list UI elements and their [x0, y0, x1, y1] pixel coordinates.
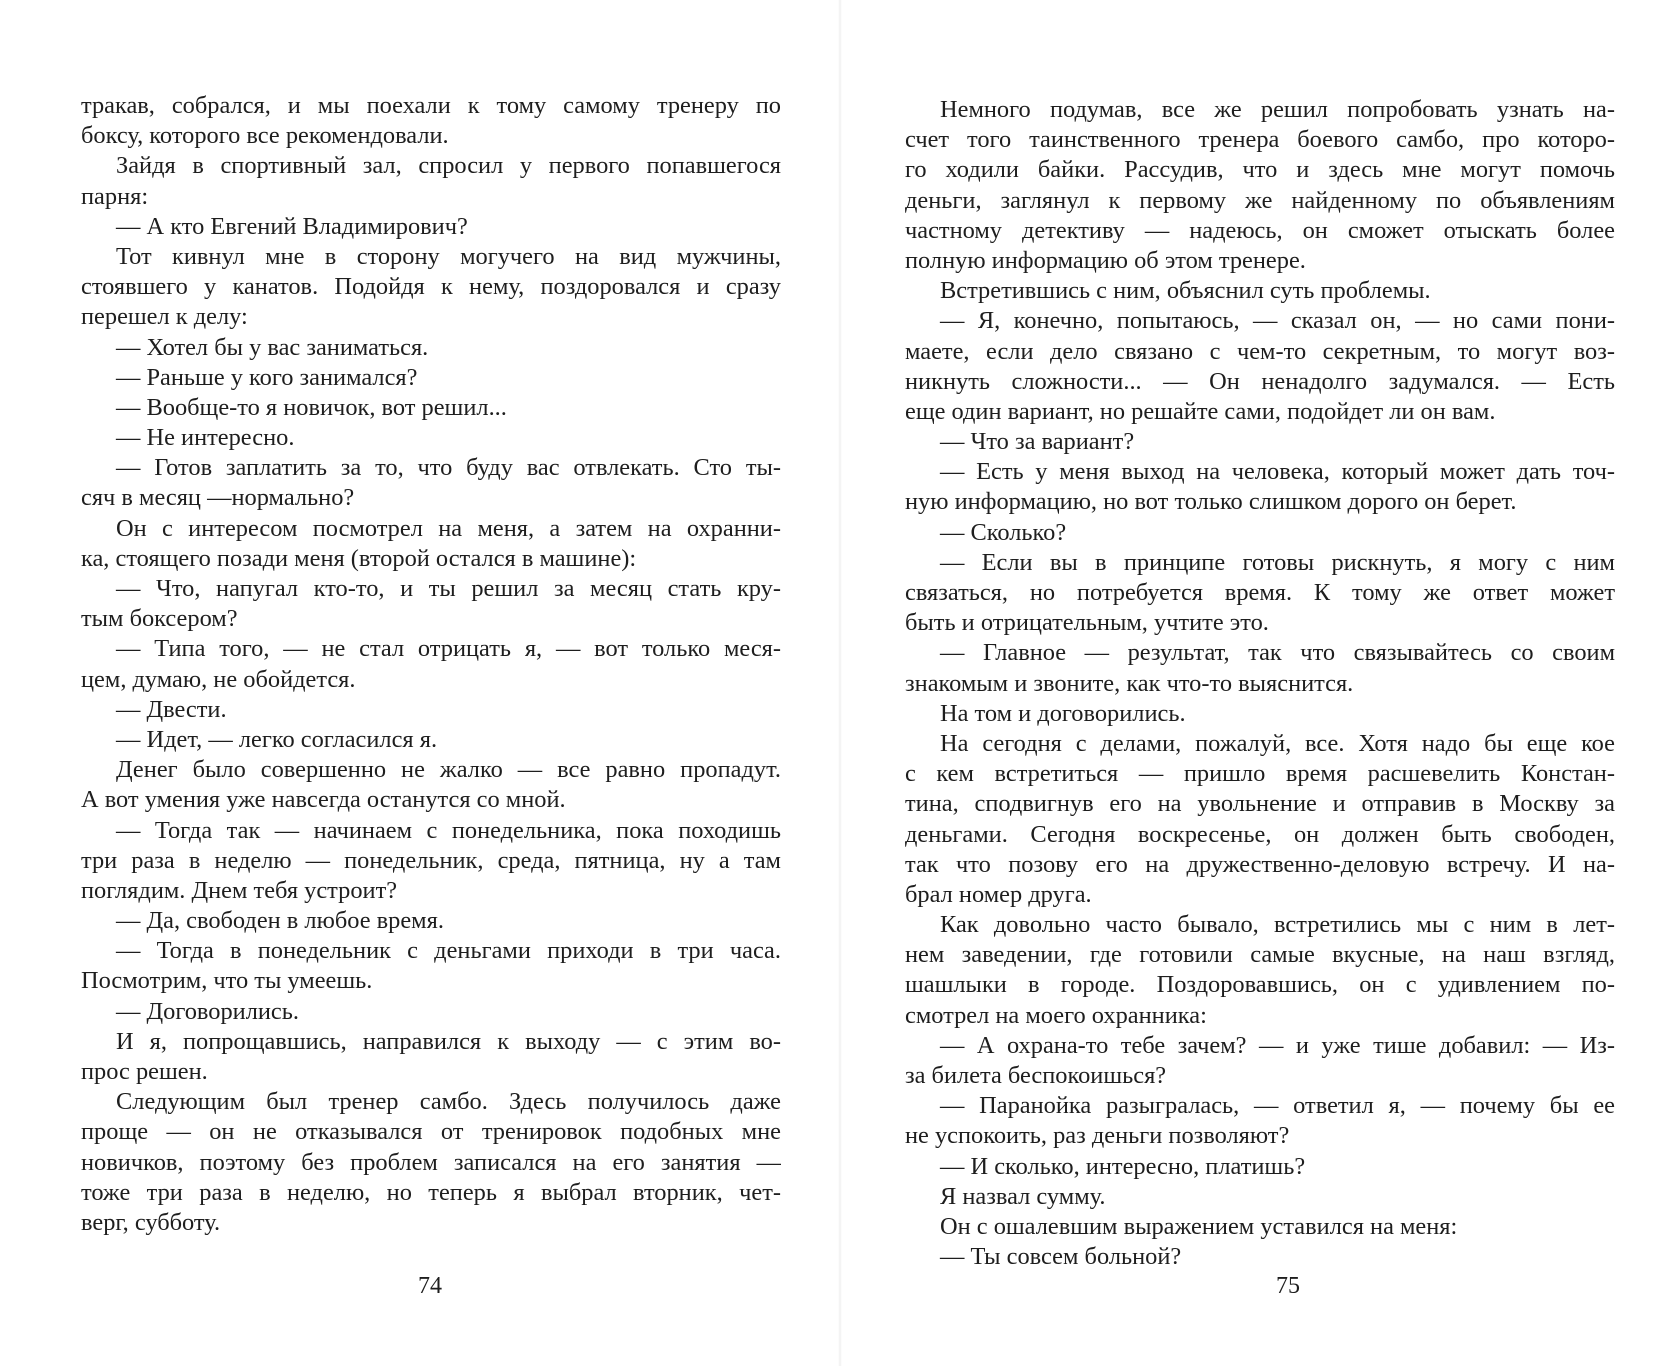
text-line: — Двести. — [116, 695, 227, 723]
text-line: тина, сподвигнув его на увольнение и отправив в Москву за — [905, 790, 1615, 818]
text-line: Зайдя в спортивный зал, спросил у первого попавшегося — [116, 152, 781, 180]
text-line: Следующим был тренер самбо. Здесь получилось даже — [116, 1088, 781, 1116]
text-line: полную информацию об этом тренере. — [905, 246, 1306, 274]
text-line: — Что за вариант? — [940, 428, 1135, 456]
text-line: верг, субботу. — [81, 1208, 221, 1236]
text-line: — Хотел бы у вас заниматься. — [116, 333, 429, 361]
text-line: Тот кивнул мне в сторону могучего на вид мужчины, — [116, 242, 781, 270]
text-line: — А кто Евгений Владимирович? — [116, 212, 468, 240]
text-line: не успокоить, раз деньги позволяют? — [905, 1122, 1290, 1150]
text-line: А вот умения уже навсегда останутся со мной. — [81, 786, 566, 814]
text-line: перешел к делу: — [81, 303, 248, 331]
text-line: — Договорились. — [116, 997, 299, 1025]
text-line: — А охрана-то тебе зачем? — и уже тише добавил: — Из- — [940, 1031, 1615, 1059]
text-line: — Не интересно. — [116, 424, 295, 452]
text-line: тым боксером? — [81, 605, 238, 633]
left-page-number: 74 — [418, 1273, 442, 1299]
text-line: — Раньше у кого занимался? — [116, 363, 418, 391]
text-line: шашлыки в городе. Поздоровавшись, он с удивлением по- — [905, 971, 1615, 999]
text-line: тоже три раза в неделю, но теперь я выбрал вторник, чет- — [81, 1178, 781, 1206]
text-line: Он с интересом посмотрел на меня, а затем на охранни- — [116, 514, 781, 542]
text-line: три раза в неделю — понедельник, среда, пятница, ну а там — [81, 846, 781, 874]
text-line: — Вообще-то я новичок, вот решил... — [116, 393, 507, 421]
text-line: стоявшего у канатов. Подойдя к нему, поздоровался и сразу — [81, 273, 781, 301]
text-line: новичков, поэтому без проблем записался на его занятия — — [81, 1148, 781, 1176]
text-line: — Я, конечно, попытаюсь, — сказал он, — но сами пони- — [940, 307, 1615, 335]
text-line: Денег было совершенно не жалко — все равно пропадут. — [116, 756, 781, 784]
text-line: На том и договорились. — [940, 699, 1186, 727]
text-line: прос решен. — [81, 1058, 208, 1085]
text-line: проще — он не отказывался от тренировок подобных мне — [81, 1118, 781, 1146]
left-page-text — [81, 91, 781, 1238]
text-line: — Есть у меня выход на человека, который может дать точ- — [940, 458, 1615, 486]
text-line: — Если вы в принципе готовы рискнуть, я могу с ним — [940, 548, 1615, 576]
text-line: связаться, но потребуется время. К тому же ответ может — [905, 579, 1615, 606]
text-line: смотрел на моего охранника: — [905, 1001, 1207, 1029]
text-line: — Тогда так — начинаем с понедельника, пока походишь — [116, 816, 781, 844]
text-line: Посмотрим, что ты умеешь. — [81, 967, 373, 995]
right-page-number: 75 — [1276, 1273, 1300, 1299]
text-line: ную информацию, но вот только слишком дорого он берет. — [905, 488, 1517, 516]
text-line: цем, думаю, не обойдется. — [81, 665, 356, 693]
text-line: маете, если дело связано с чем-то секретным, то могут воз- — [905, 337, 1615, 365]
text-line: ка, стоящего позади меня (второй остался в машине): — [81, 544, 637, 572]
text-line: поглядим. Днем тебя устроит? — [81, 876, 398, 904]
text-line: — Паранойка разыгралась, — ответил я, — почему бы ее — [940, 1092, 1615, 1120]
text-line: брал номер друга. — [905, 880, 1092, 908]
text-line: счет того таинственного тренера боевого самбо, про которо- — [905, 126, 1615, 154]
text-line: — Тогда в понедельник с деньгами приходи в три часа. — [116, 937, 781, 965]
text-line: — Что, напугал кто-то, и ты решил за месяц стать кру- — [116, 575, 781, 602]
text-line: Немного подумав, все же решил попробовать узнать на- — [940, 96, 1615, 123]
text-line: — Ты совсем больной? — [940, 1243, 1182, 1271]
text-line: Встретившись с ним, объяснил суть проблемы. — [940, 277, 1431, 305]
text-line: — Готов заплатить за то, что буду вас отвлекать. Сто ты- — [116, 454, 781, 482]
text-line: еще один вариант, но решайте сами, подойдет ли он вам. — [905, 397, 1496, 425]
text-line: сяч в месяц —нормально? — [81, 484, 355, 512]
right-page — [840, 0, 1680, 1366]
text-line: — Идет, — легко согласился я. — [116, 725, 438, 753]
text-line: Как довольно часто бывало, встретились мы с ним в лет- — [940, 911, 1615, 939]
text-line: — Типа того, — не стал отрицать я, — вот только меся- — [116, 635, 781, 663]
text-line: — Сколько? — [940, 518, 1067, 546]
text-line: парня: — [81, 182, 149, 210]
text-line: Я назвал сумму. — [940, 1182, 1106, 1210]
text-line: го ходили байки. Рассудив, что и здесь мне могут помочь — [905, 156, 1615, 184]
text-line: — И сколько, интересно, платишь? — [940, 1152, 1306, 1180]
text-line: тракав, собрался, и мы поехали к тому самому тренеру по — [81, 92, 781, 119]
text-line: — Главное — результат, так что связывайтесь со своим — [940, 639, 1615, 667]
text-line: деньгами. Сегодня воскресенье, он должен быть свободен, — [905, 820, 1615, 848]
text-line: нем заведении, где готовили самые вкусные, на наш взгляд, — [905, 941, 1615, 969]
text-line: за билета беспокоишься? — [905, 1062, 1167, 1089]
text-line: Он с ошалевшим выражением уставился на меня: — [940, 1212, 1458, 1240]
text-line: боксу, которого все рекомендовали. — [81, 122, 449, 150]
text-line: знакомым и звоните, как что-то выяснится. — [905, 669, 1354, 697]
right-page-text — [905, 95, 1615, 1272]
text-line: так что позову его на дружественно-деловую встречу. И на- — [905, 850, 1615, 878]
text-line: деньги, заглянул к первому же найденному по объявлениям — [905, 186, 1615, 214]
text-line: с кем встретиться — пришло время расшевелить Констан- — [905, 760, 1615, 788]
text-line: — Да, свободен в любое время. — [116, 907, 444, 935]
text-line: никнуть сложности... — Он ненадолго задумался. — Есть — [905, 367, 1615, 395]
text-line: На сегодня с делами, пожалуй, все. Хотя надо бы еще кое — [940, 729, 1615, 757]
text-line: И я, попрощавшись, направился к выходу — с этим во- — [116, 1027, 781, 1055]
text-line: быть и отрицательным, учтите это. — [905, 609, 1269, 637]
text-line: частному детективу — надеюсь, он сможет отыскать более — [905, 216, 1615, 244]
